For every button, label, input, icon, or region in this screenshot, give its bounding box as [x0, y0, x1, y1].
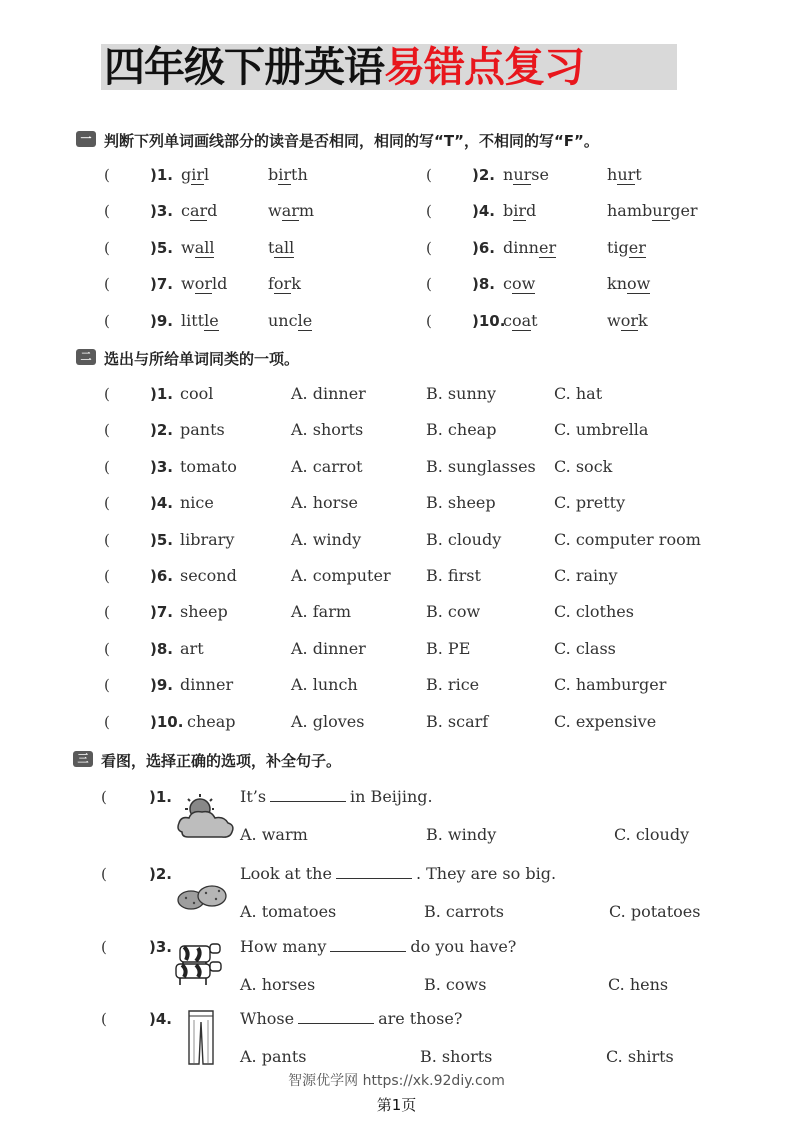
word-left: [503, 165, 549, 184]
word-right-part: ur: [617, 165, 636, 184]
cloud-sun-icon: [174, 792, 238, 842]
question-number: )4.: [149, 1010, 172, 1028]
question-number: )9.: [150, 312, 173, 330]
option-b: B. cheap: [426, 420, 497, 440]
word-right-part: ger: [670, 201, 698, 220]
word-right: [268, 274, 301, 293]
given-word: second: [180, 566, 237, 585]
option-c: C. hat: [554, 384, 603, 403]
title-red: 易错点复习: [384, 43, 584, 91]
option-c: C. pretty: [554, 493, 626, 513]
answer-paren: (: [101, 788, 107, 806]
sentence: [240, 937, 516, 956]
answer-paren: (: [104, 421, 110, 440]
answer-paren: (: [104, 166, 110, 184]
section3-badge: [73, 751, 93, 767]
question-number: )6.: [150, 567, 173, 585]
answer-paren: (: [104, 312, 110, 330]
question-number: )1.: [149, 788, 172, 806]
section1-badge: [76, 131, 96, 147]
word-right-part: or: [620, 311, 638, 330]
question-number: )3.: [150, 457, 173, 476]
option-c: C. clothes: [554, 602, 634, 622]
option-b: B. sunglasses: [426, 456, 536, 476]
word-left-part: se: [531, 165, 549, 184]
word-left-part: dinn: [503, 238, 539, 257]
section2-heading: 选出与所给单词同类的一项。: [104, 350, 300, 368]
word-left-part: l: [204, 165, 210, 184]
given-word: library: [180, 529, 235, 549]
word-right: [607, 311, 648, 330]
section1-badge-text: 一: [80, 132, 92, 145]
word-right-part: k: [291, 274, 301, 293]
answer-paren: (: [104, 385, 110, 403]
question-number: )1.: [150, 166, 173, 184]
answer-paren: (: [104, 567, 110, 585]
option-a: A. lunch: [291, 675, 358, 695]
option-b: B. cow: [426, 602, 481, 622]
answer-paren: (: [101, 1010, 107, 1028]
answer-paren: (: [426, 166, 432, 184]
option-b: B. windy: [426, 825, 497, 844]
given-word: dinner: [180, 675, 234, 695]
given-word: art: [180, 638, 204, 658]
question-number: )7.: [150, 275, 173, 293]
option-a: A. gloves: [291, 711, 365, 731]
word-left: [503, 311, 538, 330]
given-word: cool: [180, 384, 214, 403]
option-a: A. shorts: [291, 420, 364, 440]
word-right-part: k: [637, 311, 648, 330]
word-left-part: ir: [513, 201, 527, 220]
word-right: [268, 165, 308, 184]
option-c: C. potatoes: [609, 902, 701, 921]
given-word: pants: [180, 420, 225, 440]
answer-paren: (: [104, 275, 110, 293]
question-number: )3.: [150, 202, 173, 220]
word-left-part: d: [526, 201, 537, 220]
word-left-part: oa: [511, 311, 532, 330]
sentence: [240, 787, 433, 806]
option-c: C. computer room: [554, 529, 701, 549]
word-right-part: unc: [268, 311, 298, 330]
word-right-part: tig: [607, 238, 629, 257]
answer-blank: [270, 787, 346, 802]
word-right-part: t: [635, 165, 642, 184]
word-left-part: ur: [513, 165, 532, 184]
word-left-part: b: [503, 201, 514, 220]
option-b: B. sheep: [426, 493, 496, 513]
question-number: )4.: [150, 494, 173, 513]
section3-badge-text: 三: [77, 752, 89, 765]
section2-badge-text: 二: [80, 350, 92, 363]
word-right-part: kn: [607, 274, 627, 293]
option-a: A. carrot: [291, 456, 363, 476]
option-b: B. shorts: [420, 1047, 493, 1066]
sentence-end: in Beijing.: [350, 787, 433, 806]
word-right-part: f: [268, 274, 274, 293]
option-c: C. umbrella: [554, 420, 649, 440]
option-c: C. hamburger: [554, 675, 667, 695]
option-a: A. computer: [291, 566, 391, 585]
section1-heading: 判断下列单词画线部分的读音是否相同，相同的写“T”，不相同的写“F”。: [104, 132, 599, 150]
word-right-part: t: [268, 238, 275, 257]
question-number: )6.: [472, 239, 495, 257]
word-left: [181, 274, 227, 293]
pants-icon: [186, 1008, 216, 1066]
sentence-end: do you have?: [410, 937, 517, 956]
question-number: )1.: [150, 385, 173, 403]
word-right: [607, 165, 642, 184]
question-number: )3.: [149, 938, 172, 956]
answer-paren: (: [104, 457, 110, 476]
word-right: [268, 201, 314, 220]
option-b: B. PE: [426, 638, 471, 658]
question-number: )2.: [150, 421, 173, 440]
word-right-part: hamb: [607, 201, 653, 220]
option-a: A. tomatoes: [240, 902, 337, 921]
question-number: )10.: [150, 712, 184, 731]
sentence-start: Whose: [240, 1009, 295, 1028]
answer-paren: (: [104, 639, 110, 658]
word-right-part: ir: [278, 165, 292, 184]
option-a: A. dinner: [291, 384, 366, 403]
word-right-part: m: [298, 201, 315, 220]
question-number: )10.: [472, 312, 506, 330]
word-left-part: ow: [511, 274, 536, 293]
question-number: )8.: [150, 639, 173, 658]
given-word: cheap: [187, 711, 236, 731]
cows-icon: [172, 940, 232, 986]
word-left: [503, 201, 536, 220]
sentence-start: It’s: [240, 787, 267, 806]
question-number: )2.: [472, 166, 495, 184]
question-number: )5.: [150, 530, 173, 549]
word-right: [607, 201, 698, 220]
option-a: A. pants: [240, 1047, 307, 1066]
answer-paren: (: [104, 712, 110, 731]
answer-blank: [336, 864, 412, 879]
word-right-part: le: [297, 311, 313, 330]
word-left: [181, 238, 214, 257]
word-left-part: all: [194, 238, 215, 257]
word-right: [607, 274, 650, 293]
option-b: B. sunny: [426, 384, 497, 403]
answer-paren: (: [101, 865, 107, 883]
word-right-part: or: [273, 274, 292, 293]
word-left-part: d: [207, 201, 218, 220]
option-b: B. scarf: [426, 711, 489, 731]
word-left-part: n: [503, 165, 514, 184]
option-a: A. dinner: [291, 638, 366, 658]
question-number: )7.: [150, 603, 173, 622]
option-c: C. class: [554, 638, 616, 658]
word-left: [503, 238, 556, 257]
title-black: 四年级下册英语: [104, 43, 384, 91]
answer-blank: [330, 937, 406, 952]
word-right-part: w: [607, 311, 621, 330]
answer-paren: (: [426, 239, 432, 257]
answer-paren: (: [426, 202, 432, 220]
word-right-part: ow: [627, 274, 651, 293]
option-c: C. sock: [554, 456, 613, 476]
option-c: C. rainy: [554, 566, 618, 585]
option-b: B. cows: [424, 975, 487, 994]
answer-paren: (: [104, 676, 110, 695]
option-a: A. horses: [240, 975, 316, 994]
word-left-part: w: [181, 274, 195, 293]
footer-page-number: 第1页: [376, 1096, 417, 1114]
question-number: )2.: [149, 865, 172, 883]
question-number: )9.: [150, 676, 173, 695]
word-left-part: ld: [211, 274, 228, 293]
word-left-part: le: [204, 311, 219, 330]
word-right-part: ur: [652, 201, 671, 220]
word-right-part: er: [628, 238, 646, 257]
word-left: [181, 311, 219, 330]
answer-paren: (: [104, 530, 110, 549]
word-right-part: all: [274, 238, 295, 257]
option-a: A. windy: [291, 529, 362, 549]
word-left-part: w: [181, 238, 195, 257]
sentence-end: . They are so big.: [415, 864, 557, 883]
answer-paren: (: [104, 239, 110, 257]
sentence-start: How many: [240, 937, 327, 956]
given-word: tomato: [180, 456, 237, 476]
word-left-part: c: [503, 274, 512, 293]
section2-badge: [76, 349, 96, 365]
answer-paren: (: [104, 603, 110, 622]
option-b: B. first: [426, 566, 481, 585]
page-title: [104, 42, 584, 92]
word-left: [503, 274, 535, 293]
word-right-part: ar: [281, 201, 299, 220]
question-number: )5.: [150, 239, 173, 257]
word-left: [181, 165, 209, 184]
word-right-part: h: [607, 165, 618, 184]
word-left-part: or: [194, 274, 212, 293]
option-b: B. rice: [426, 675, 480, 695]
option-a: A. warm: [240, 825, 308, 844]
option-c: C. cloudy: [614, 825, 690, 844]
answer-paren: (: [426, 275, 432, 293]
option-c: C. expensive: [554, 711, 657, 731]
answer-paren: (: [104, 494, 110, 513]
question-number: )4.: [472, 202, 495, 220]
footer-site: 智源优学网 https://xk.92diy.com: [288, 1073, 505, 1089]
word-right-part: w: [268, 201, 282, 220]
sentence-end: are those?: [378, 1009, 463, 1028]
answer-paren: (: [104, 202, 110, 220]
word-left-part: ar: [189, 201, 208, 220]
answer-paren: (: [426, 312, 432, 330]
answer-paren: (: [101, 938, 107, 956]
answer-blank: [298, 1009, 374, 1024]
word-right-part: th: [291, 165, 308, 184]
word-right: [607, 238, 646, 257]
word-left: [181, 201, 217, 220]
word-left-part: t: [531, 311, 538, 330]
sentence: [240, 1009, 462, 1028]
word-right: [268, 238, 294, 257]
option-a: A. horse: [291, 493, 358, 513]
option-b: B. carrots: [424, 902, 504, 921]
word-left-part: c: [181, 201, 190, 220]
word-left-part: er: [538, 238, 557, 257]
word-right: [268, 311, 312, 330]
word-left-part: c: [503, 311, 512, 330]
word-left-part: g: [181, 165, 192, 184]
given-word: sheep: [180, 602, 228, 622]
option-b: B. cloudy: [426, 529, 502, 549]
option-c: C. shirts: [606, 1047, 674, 1066]
option-a: A. farm: [291, 602, 352, 622]
section3-heading: 看图，选择正确的选项，补全句子。: [101, 752, 342, 770]
question-number: )8.: [472, 275, 495, 293]
word-left-part: litt: [181, 311, 205, 330]
given-word: nice: [180, 493, 214, 513]
sentence-start: Look at the: [240, 864, 332, 883]
option-c: C. hens: [608, 975, 669, 994]
word-left-part: ir: [191, 165, 205, 184]
word-right-part: b: [268, 165, 279, 184]
sentence: [240, 864, 556, 883]
potatoes-icon: [176, 880, 230, 914]
